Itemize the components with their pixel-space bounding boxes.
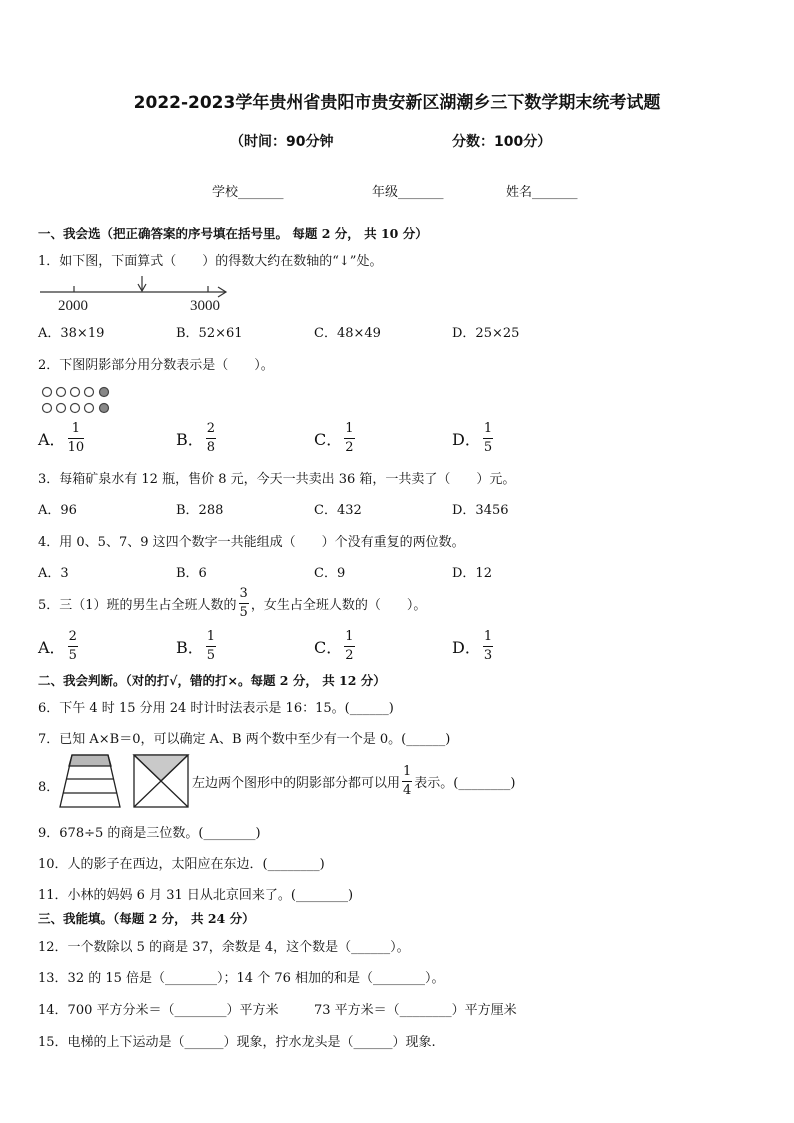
denominator: 2 (345, 440, 354, 455)
fraction (68, 422, 85, 455)
option-label: B． (176, 430, 204, 449)
fraction (68, 630, 78, 663)
q5-text-before: 5．三（1）班的男生占全班人数的 (38, 598, 237, 613)
question-6-text: 6．下午 4 时 15 分用 24 时计时法表示是 16：15。(______) (38, 701, 394, 716)
q3-option-c[interactable]: C．432 (314, 503, 362, 518)
fraction-bar (68, 438, 85, 439)
q3-option-a[interactable]: A．96 (38, 503, 77, 518)
numerator: 1 (345, 629, 354, 644)
number-line-figure (36, 272, 236, 316)
question-7-text: 7．已知 A×B＝0，可以确定 A、B 两个数中至少有一个是 0。(______) (38, 732, 451, 747)
numerator: 1 (403, 764, 412, 779)
denominator: 4 (403, 783, 412, 798)
denominator: 10 (67, 440, 85, 455)
exam-title: 2022-2023学年贵州省贵阳市贵安新区湖潮乡三下数学期末统考试题 (133, 93, 661, 113)
q8-text-before: 左边两个图形中的阴影部分都可以用 (192, 776, 401, 791)
numerator: 2 (68, 629, 77, 644)
numerator: 1 (483, 629, 493, 644)
q2-option-a[interactable] (38, 422, 86, 455)
fraction-bar (206, 438, 216, 439)
fraction-bar (206, 646, 216, 647)
q5-option-c[interactable] (314, 630, 357, 663)
q5-text-after: ，女生占全班人数的（ ）。 (250, 598, 427, 613)
fraction-bar (344, 646, 354, 647)
fraction (206, 422, 216, 455)
q2-option-b[interactable] (176, 422, 218, 455)
q4-option-b[interactable]: B．6 (176, 566, 207, 581)
fraction-bar (402, 781, 412, 782)
numerator: 2 (206, 421, 216, 436)
shaded-circle (100, 388, 109, 397)
axis-label-3000: 3000 (190, 298, 220, 314)
denominator: 5 (68, 648, 77, 663)
name-field[interactable]: 姓名_______ (506, 185, 578, 200)
question-12-text: 12．一个数除以 5 的商是 37，余数是 4，这个数是（______）。 (38, 940, 410, 955)
fraction (483, 422, 493, 455)
q3-option-d[interactable]: D．3456 (452, 503, 509, 518)
option-label: D． (452, 638, 481, 657)
q5-option-b[interactable] (176, 630, 218, 663)
fraction (239, 587, 249, 620)
question-4-text: 4．用 0、5、7、9 这四个数字一共能组成（ ）个没有重复的两位数。 (38, 535, 465, 550)
numerator: 1 (206, 629, 216, 644)
q5-option-a[interactable] (38, 630, 80, 663)
fraction (402, 765, 412, 798)
question-14-part-a: 14．700 平方分米＝（________）平方米 (38, 1003, 279, 1018)
question-8-number: 8． (38, 780, 60, 795)
fraction (344, 422, 354, 455)
question-9-text: 9．678÷5 的商是三位数。(________) (38, 826, 261, 841)
circle (57, 388, 66, 397)
q4-option-d[interactable]: D．12 (452, 566, 492, 581)
trapezoid-shaded-strip (69, 755, 111, 766)
fraction-bar (239, 603, 249, 604)
denominator: 5 (206, 648, 216, 663)
denominator: 2 (345, 648, 354, 663)
q4-option-a[interactable]: A．3 (38, 566, 69, 581)
fraction (483, 630, 493, 663)
section-1-heading: 一、我会选（把正确答案的序号填在括号里。 每题 2 分， 共 10 分） (38, 226, 428, 241)
denominator: 5 (483, 440, 493, 455)
question-15-text: 15．电梯的上下运动是（______）现象，拧水龙头是（______）现象. (38, 1035, 436, 1050)
numerator: 1 (345, 421, 354, 436)
numerator: 3 (239, 586, 248, 601)
q4-option-c[interactable]: C．9 (314, 566, 346, 581)
question-1-text: 1．如下图，下面算式（ ）的得数大约在数轴的“↓”处。 (38, 254, 383, 269)
option-label: C． (314, 430, 343, 449)
q1-option-c[interactable]: C．48×49 (314, 326, 381, 341)
option-label: B． (176, 638, 204, 657)
question-2-text: 2．下图阴影部分用分数表示是（ ）。 (38, 358, 274, 373)
denominator: 8 (206, 440, 216, 455)
exam-score: 分数：100分） (452, 134, 552, 150)
denominator: 3 (483, 648, 493, 663)
q1-option-a[interactable]: A．38×19 (38, 326, 105, 341)
fraction-bar (483, 438, 493, 439)
numerator: 1 (71, 421, 80, 436)
fraction (206, 630, 216, 663)
question-8-text (192, 765, 515, 798)
circles-figure (40, 384, 116, 416)
circle (71, 404, 80, 413)
option-label: A． (38, 430, 66, 449)
q2-option-d[interactable] (452, 422, 495, 455)
q2-option-c[interactable] (314, 422, 357, 455)
fraction-bar (483, 646, 493, 647)
section-2-heading: 二、我会判断。（对的打√，错的打×。每题 2 分， 共 12 分） (38, 673, 386, 688)
question-14-part-b: 73 平方米＝（________）平方厘米 (314, 1003, 517, 1018)
q3-option-b[interactable]: B．288 (176, 503, 224, 518)
circle (71, 388, 80, 397)
q5-option-d[interactable] (452, 630, 495, 663)
fraction-bar (68, 646, 78, 647)
circle (57, 404, 66, 413)
denominator: 5 (239, 605, 248, 620)
grade-field[interactable]: 年级_______ (372, 185, 444, 200)
question-5-text (38, 587, 426, 620)
circle (85, 388, 94, 397)
option-label: C． (314, 638, 343, 657)
exam-time: （时间：90分钟 (230, 134, 334, 150)
school-field[interactable]: 学校_______ (212, 185, 284, 200)
q1-option-b[interactable]: B．52×61 (176, 326, 243, 341)
question-11-text: 11．小林的妈妈 6 月 31 日从北京回来了。(________) (38, 888, 354, 903)
numerator: 1 (483, 421, 493, 436)
option-label: A． (38, 638, 66, 657)
shaded-circle (100, 404, 109, 413)
circle (43, 404, 52, 413)
question-10-text: 10．人的影子在西边，太阳应在东边．(________) (38, 857, 325, 872)
q8-text-after: 表示。(________) (414, 776, 516, 791)
q1-option-d[interactable]: D．25×25 (452, 326, 520, 341)
option-label: D． (452, 430, 481, 449)
fraction-bar (344, 438, 354, 439)
fraction (344, 630, 354, 663)
axis-label-2000: 2000 (58, 298, 88, 314)
circle (43, 388, 52, 397)
circle (85, 404, 94, 413)
q8-figures (58, 752, 192, 810)
question-3-text: 3．每箱矿泉水有 12 瓶，售价 8 元，今天一共卖出 36 箱，一共卖了（ ）元。 (38, 472, 516, 487)
section-3-heading: 三、我能填。（每题 2 分， 共 24 分） (38, 911, 255, 926)
question-13-text: 13．32 的 15 倍是（________）；14 个 76 相加的和是（________）。 (38, 971, 445, 986)
